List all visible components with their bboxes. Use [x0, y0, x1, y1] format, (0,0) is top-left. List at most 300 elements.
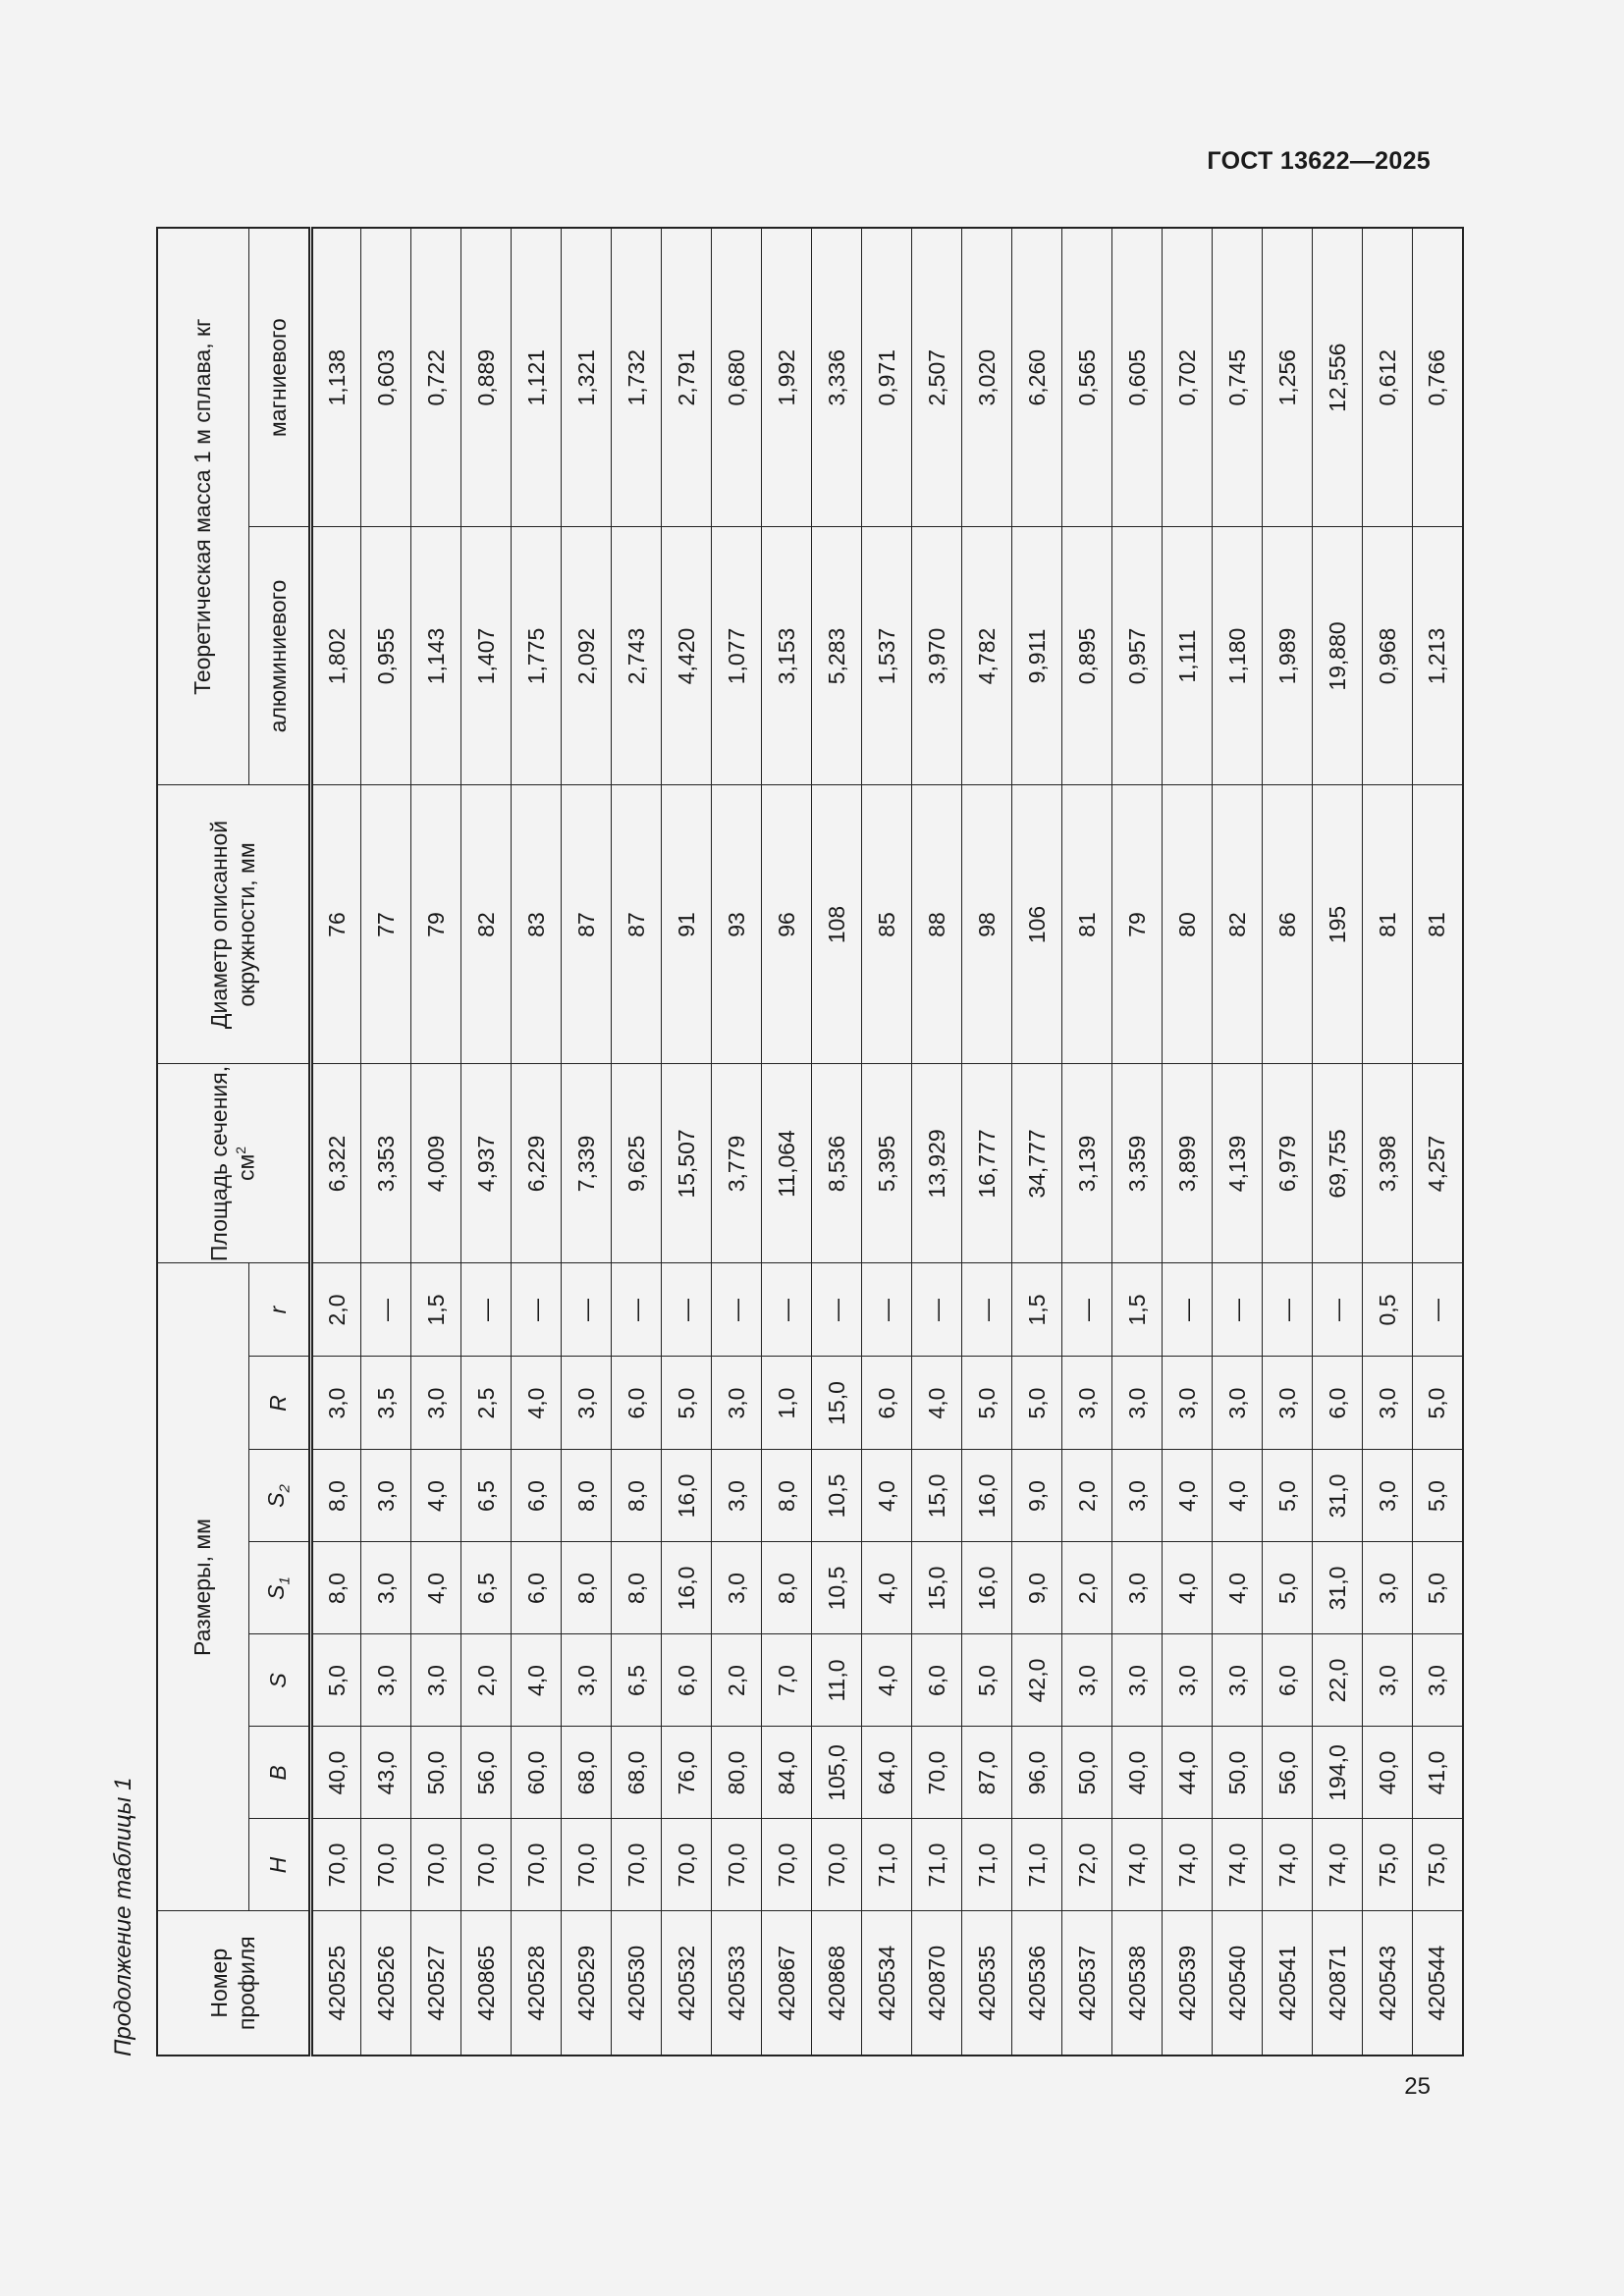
cell-profile-number: 420526 — [361, 1911, 411, 2056]
cell-diameter: 76 — [311, 785, 361, 1064]
cell-dim-s: 3,0 — [1112, 1634, 1163, 1727]
cell-mass-aluminium: 4,782 — [962, 527, 1012, 785]
cell-dim-s1: 8,0 — [762, 1542, 812, 1634]
cell-dim-big-r: 5,0 — [1012, 1357, 1062, 1450]
cell-diameter: 195 — [1313, 785, 1363, 1064]
cell-dim-big-r: 4,0 — [512, 1357, 562, 1450]
cell-dim-s1: 6,0 — [512, 1542, 562, 1634]
cell-mass-magnesium: 0,722 — [411, 228, 461, 527]
cell-area: 6,229 — [512, 1064, 562, 1263]
cell-dim-h: 75,0 — [1363, 1819, 1413, 1911]
cell-dim-h: 70,0 — [562, 1819, 612, 1911]
cell-dim-small-r: — — [662, 1263, 712, 1357]
cell-dim-s2: 31,0 — [1313, 1450, 1363, 1542]
header-dim-s2-letter: S — [263, 1492, 290, 1508]
header-dim-small-r: r — [249, 1263, 311, 1357]
header-area-sup: 2 — [233, 1146, 249, 1154]
cell-area: 4,009 — [411, 1064, 461, 1263]
table-row — [762, 228, 812, 2056]
cell-mass-aluminium: 19,880 — [1313, 527, 1363, 785]
document-code: ГОСТ 13622—2025 — [1207, 147, 1431, 175]
cell-diameter: 96 — [762, 785, 812, 1064]
cell-dim-small-r: — — [562, 1263, 612, 1357]
cell-dim-big-r: 3,0 — [311, 1357, 361, 1450]
cell-mass-magnesium: 1,992 — [762, 228, 812, 527]
cell-dim-s1: 6,5 — [461, 1542, 512, 1634]
cell-mass-aluminium: 0,957 — [1112, 527, 1163, 785]
table-row — [862, 228, 912, 2056]
cell-mass-aluminium: 2,743 — [612, 527, 662, 785]
cell-profile-number: 420530 — [612, 1911, 662, 2056]
cell-dim-s2: 4,0 — [1213, 1450, 1263, 1542]
cell-profile-number: 420865 — [461, 1911, 512, 2056]
header-dimensions: Размеры, мм — [157, 1263, 249, 1911]
cell-dim-b: 80,0 — [712, 1727, 762, 1819]
header-dim-s2-sub: 2 — [276, 1484, 294, 1493]
cell-dim-s: 6,0 — [912, 1634, 962, 1727]
cell-diameter: 81 — [1062, 785, 1112, 1064]
cell-dim-s: 42,0 — [1012, 1634, 1062, 1727]
cell-dim-big-r: 3,0 — [712, 1357, 762, 1450]
cell-diameter: 83 — [512, 785, 562, 1064]
table-row — [1313, 228, 1363, 2056]
cell-dim-big-r: 6,0 — [612, 1357, 662, 1450]
cell-dim-s: 6,0 — [1263, 1634, 1313, 1727]
cell-dim-b: 40,0 — [311, 1727, 361, 1819]
cell-mass-magnesium: 6,260 — [1012, 228, 1062, 527]
cell-dim-s: 3,0 — [1213, 1634, 1263, 1727]
cell-dim-b: 40,0 — [1363, 1727, 1413, 1819]
header-mass: Теоретическая масса 1 м сплава, кг — [157, 228, 249, 785]
cell-dim-s: 4,0 — [862, 1634, 912, 1727]
cell-dim-s: 3,0 — [562, 1634, 612, 1727]
cell-area: 69,755 — [1313, 1064, 1363, 1263]
cell-mass-magnesium: 0,612 — [1363, 228, 1413, 527]
cell-dim-h: 74,0 — [1213, 1819, 1263, 1911]
cell-dim-small-r: 1,5 — [1012, 1263, 1062, 1357]
cell-mass-magnesium: 1,138 — [311, 228, 361, 527]
cell-dim-s: 3,0 — [1163, 1634, 1213, 1727]
cell-dim-big-r: 3,5 — [361, 1357, 411, 1450]
table-row — [912, 228, 962, 2056]
cell-dim-b: 105,0 — [812, 1727, 862, 1819]
cell-area: 7,339 — [562, 1064, 612, 1263]
cell-dim-s2: 16,0 — [662, 1450, 712, 1542]
cell-profile-number: 420540 — [1213, 1911, 1263, 2056]
cell-diameter: 108 — [812, 785, 862, 1064]
cell-dim-small-r: — — [1263, 1263, 1313, 1357]
cell-mass-magnesium: 0,605 — [1112, 228, 1163, 527]
cell-area: 5,395 — [862, 1064, 912, 1263]
cell-area: 3,398 — [1363, 1064, 1413, 1263]
cell-dim-s2: 5,0 — [1413, 1450, 1463, 1542]
cell-area: 11,064 — [762, 1064, 812, 1263]
cell-area: 4,937 — [461, 1064, 512, 1263]
cell-dim-h: 70,0 — [512, 1819, 562, 1911]
cell-dim-h: 74,0 — [1263, 1819, 1313, 1911]
cell-dim-s2: 3,0 — [361, 1450, 411, 1542]
cell-profile-number: 420537 — [1062, 1911, 1112, 2056]
cell-dim-h: 71,0 — [1012, 1819, 1062, 1911]
cell-dim-s1: 5,0 — [1263, 1542, 1313, 1634]
cell-mass-magnesium: 3,020 — [962, 228, 1012, 527]
table-row — [1062, 228, 1112, 2056]
cell-dim-big-r: 1,0 — [762, 1357, 812, 1450]
cell-dim-b: 70,0 — [912, 1727, 962, 1819]
cell-dim-small-r: — — [1313, 1263, 1363, 1357]
cell-mass-aluminium: 3,153 — [762, 527, 812, 785]
cell-dim-small-r: — — [812, 1263, 862, 1357]
cell-diameter: 91 — [662, 785, 712, 1064]
cell-dim-big-r: 3,0 — [1363, 1357, 1413, 1450]
table-row — [311, 228, 361, 2056]
cell-mass-magnesium: 2,507 — [912, 228, 962, 527]
cell-dim-s1: 3,0 — [1363, 1542, 1413, 1634]
cell-mass-magnesium: 0,971 — [862, 228, 912, 527]
cell-dim-s2: 15,0 — [912, 1450, 962, 1542]
cell-profile-number: 420870 — [912, 1911, 962, 2056]
cell-dim-h: 71,0 — [912, 1819, 962, 1911]
cell-area: 16,777 — [962, 1064, 1012, 1263]
cell-mass-aluminium: 5,283 — [812, 527, 862, 785]
cell-dim-b: 44,0 — [1163, 1727, 1213, 1819]
cell-dim-b: 60,0 — [512, 1727, 562, 1819]
table-body — [311, 228, 1463, 2056]
cell-diameter: 80 — [1163, 785, 1213, 1064]
cell-dim-small-r: — — [912, 1263, 962, 1357]
cell-diameter: 87 — [562, 785, 612, 1064]
cell-diameter: 81 — [1363, 785, 1413, 1064]
cell-dim-big-r: 6,0 — [862, 1357, 912, 1450]
cell-dim-small-r: — — [762, 1263, 812, 1357]
cell-dim-h: 71,0 — [962, 1819, 1012, 1911]
cell-dim-small-r: — — [461, 1263, 512, 1357]
cell-mass-magnesium: 0,766 — [1413, 228, 1463, 527]
cell-diameter: 85 — [862, 785, 912, 1064]
cell-area: 13,929 — [912, 1064, 962, 1263]
header-dim-s2 — [249, 1450, 311, 1542]
cell-dim-s1: 5,0 — [1413, 1542, 1463, 1634]
cell-dim-b: 68,0 — [562, 1727, 612, 1819]
header-dim-s: S — [249, 1634, 311, 1727]
cell-dim-big-r: 4,0 — [912, 1357, 962, 1450]
cell-dim-s2: 8,0 — [311, 1450, 361, 1542]
cell-mass-aluminium: 0,955 — [361, 527, 411, 785]
cell-dim-s1: 31,0 — [1313, 1542, 1363, 1634]
cell-dim-s: 2,0 — [461, 1634, 512, 1727]
cell-diameter: 98 — [962, 785, 1012, 1064]
cell-profile-number: 420527 — [411, 1911, 461, 2056]
table-row — [1163, 228, 1213, 2056]
cell-area: 3,359 — [1112, 1064, 1163, 1263]
cell-dim-h: 75,0 — [1413, 1819, 1463, 1911]
cell-mass-magnesium: 0,565 — [1062, 228, 1112, 527]
cell-mass-aluminium: 2,092 — [562, 527, 612, 785]
cell-dim-h: 70,0 — [762, 1819, 812, 1911]
cell-dim-big-r: 2,5 — [461, 1357, 512, 1450]
cell-dim-h: 70,0 — [712, 1819, 762, 1911]
cell-area: 3,779 — [712, 1064, 762, 1263]
table-row — [512, 228, 562, 2056]
cell-dim-s1: 4,0 — [1163, 1542, 1213, 1634]
cell-mass-aluminium: 1,077 — [712, 527, 762, 785]
cell-area: 4,257 — [1413, 1064, 1463, 1263]
cell-dim-s: 3,0 — [1413, 1634, 1463, 1727]
cell-mass-aluminium: 1,407 — [461, 527, 512, 785]
cell-mass-magnesium: 0,603 — [361, 228, 411, 527]
cell-dim-big-r: 5,0 — [662, 1357, 712, 1450]
cell-area: 6,322 — [311, 1064, 361, 1263]
cell-dim-h: 70,0 — [812, 1819, 862, 1911]
cell-area: 9,625 — [612, 1064, 662, 1263]
header-diameter: Диаметр описанной окружности, мм — [157, 785, 311, 1064]
cell-mass-magnesium: 0,702 — [1163, 228, 1213, 527]
profile-table — [156, 227, 1464, 2056]
cell-dim-s2: 4,0 — [411, 1450, 461, 1542]
table-row — [1363, 228, 1413, 2056]
cell-mass-aluminium: 4,420 — [662, 527, 712, 785]
cell-diameter: 93 — [712, 785, 762, 1064]
cell-mass-magnesium: 1,321 — [562, 228, 612, 527]
cell-mass-magnesium: 1,256 — [1263, 228, 1313, 527]
cell-profile-number: 420541 — [1263, 1911, 1313, 2056]
cell-mass-aluminium: 1,989 — [1263, 527, 1313, 785]
cell-dim-b: 96,0 — [1012, 1727, 1062, 1819]
cell-dim-h: 71,0 — [862, 1819, 912, 1911]
cell-dim-s: 11,0 — [812, 1634, 862, 1727]
cell-profile-number: 420538 — [1112, 1911, 1163, 2056]
cell-area: 3,353 — [361, 1064, 411, 1263]
cell-profile-number: 420868 — [812, 1911, 862, 2056]
cell-dim-s1: 4,0 — [862, 1542, 912, 1634]
cell-mass-magnesium: 0,680 — [712, 228, 762, 527]
cell-dim-big-r: 3,0 — [1263, 1357, 1313, 1450]
cell-dim-s: 3,0 — [361, 1634, 411, 1727]
cell-dim-s: 6,5 — [612, 1634, 662, 1727]
cell-dim-s2: 4,0 — [862, 1450, 912, 1542]
cell-dim-b: 43,0 — [361, 1727, 411, 1819]
header-dim-s1-letter: S — [263, 1584, 290, 1600]
cell-dim-small-r: 1,5 — [411, 1263, 461, 1357]
cell-dim-h: 74,0 — [1112, 1819, 1163, 1911]
cell-dim-s: 3,0 — [1062, 1634, 1112, 1727]
cell-dim-b: 56,0 — [461, 1727, 512, 1819]
cell-dim-small-r: — — [1062, 1263, 1112, 1357]
cell-dim-small-r: — — [862, 1263, 912, 1357]
cell-dim-s1: 4,0 — [1213, 1542, 1263, 1634]
cell-mass-magnesium: 3,336 — [812, 228, 862, 527]
table-row — [712, 228, 762, 2056]
cell-dim-h: 74,0 — [1313, 1819, 1363, 1911]
header-dim-b: B — [249, 1727, 311, 1819]
cell-dim-s1: 16,0 — [962, 1542, 1012, 1634]
cell-dim-big-r: 3,0 — [1213, 1357, 1263, 1450]
cell-dim-b: 40,0 — [1112, 1727, 1163, 1819]
cell-dim-b: 64,0 — [862, 1727, 912, 1819]
cell-diameter: 88 — [912, 785, 962, 1064]
table-row — [962, 228, 1012, 2056]
cell-area: 15,507 — [662, 1064, 712, 1263]
cell-dim-s1: 15,0 — [912, 1542, 962, 1634]
cell-dim-small-r: — — [1213, 1263, 1263, 1357]
cell-dim-s1: 9,0 — [1012, 1542, 1062, 1634]
table-row — [612, 228, 662, 2056]
header-dim-s1 — [249, 1542, 311, 1634]
cell-mass-aluminium: 1,537 — [862, 527, 912, 785]
cell-dim-h: 70,0 — [411, 1819, 461, 1911]
cell-dim-h: 70,0 — [662, 1819, 712, 1911]
cell-dim-b: 56,0 — [1263, 1727, 1313, 1819]
cell-profile-number: 420528 — [512, 1911, 562, 2056]
cell-profile-number: 420532 — [662, 1911, 712, 2056]
cell-dim-small-r: — — [512, 1263, 562, 1357]
cell-profile-number: 420534 — [862, 1911, 912, 2056]
cell-dim-s1: 10,5 — [812, 1542, 862, 1634]
cell-mass-aluminium: 1,802 — [311, 527, 361, 785]
table-caption: Продолжение таблицы 1 — [110, 1777, 136, 2056]
cell-dim-b: 50,0 — [411, 1727, 461, 1819]
cell-profile-number: 420536 — [1012, 1911, 1062, 2056]
cell-dim-s: 22,0 — [1313, 1634, 1363, 1727]
cell-area: 8,536 — [812, 1064, 862, 1263]
cell-dim-s: 5,0 — [962, 1634, 1012, 1727]
cell-dim-s1: 3,0 — [712, 1542, 762, 1634]
cell-dim-b: 87,0 — [962, 1727, 1012, 1819]
header-dim-s1-sub: 1 — [276, 1576, 294, 1585]
cell-dim-s1: 4,0 — [411, 1542, 461, 1634]
cell-mass-aluminium: 1,775 — [512, 527, 562, 785]
cell-dim-small-r: — — [612, 1263, 662, 1357]
cell-diameter: 82 — [461, 785, 512, 1064]
cell-dim-s2: 2,0 — [1062, 1450, 1112, 1542]
cell-dim-s: 4,0 — [512, 1634, 562, 1727]
cell-profile-number: 420539 — [1163, 1911, 1213, 2056]
cell-dim-h: 70,0 — [361, 1819, 411, 1911]
cell-diameter: 77 — [361, 785, 411, 1064]
page-number: 25 — [1404, 2073, 1431, 2100]
cell-mass-aluminium: 1,143 — [411, 527, 461, 785]
cell-dim-s2: 3,0 — [1112, 1450, 1163, 1542]
cell-profile-number: 420533 — [712, 1911, 762, 2056]
cell-profile-number: 420867 — [762, 1911, 812, 2056]
cell-dim-s1: 3,0 — [361, 1542, 411, 1634]
cell-diameter: 79 — [411, 785, 461, 1064]
cell-area: 34,777 — [1012, 1064, 1062, 1263]
cell-dim-s2: 10,5 — [812, 1450, 862, 1542]
cell-profile-number: 420543 — [1363, 1911, 1413, 2056]
cell-dim-small-r: 0,5 — [1363, 1263, 1413, 1357]
table-row — [1213, 228, 1263, 2056]
table-row — [812, 228, 862, 2056]
table-row — [1263, 228, 1313, 2056]
cell-dim-s: 2,0 — [712, 1634, 762, 1727]
cell-dim-h: 74,0 — [1163, 1819, 1213, 1911]
cell-mass-aluminium: 1,180 — [1213, 527, 1263, 785]
cell-mass-magnesium: 1,121 — [512, 228, 562, 527]
cell-dim-b: 76,0 — [662, 1727, 712, 1819]
table-row — [361, 228, 411, 2056]
cell-mass-aluminium: 1,111 — [1163, 527, 1213, 785]
table-header — [157, 228, 311, 2056]
cell-dim-b: 84,0 — [762, 1727, 812, 1819]
cell-dim-s: 3,0 — [1363, 1634, 1413, 1727]
cell-dim-small-r: — — [1413, 1263, 1463, 1357]
cell-dim-h: 70,0 — [311, 1819, 361, 1911]
cell-profile-number: 420525 — [311, 1911, 361, 2056]
cell-dim-s: 3,0 — [411, 1634, 461, 1727]
cell-dim-b: 50,0 — [1213, 1727, 1263, 1819]
cell-diameter: 106 — [1012, 785, 1062, 1064]
header-profile-number: Номер профиля — [157, 1911, 311, 2056]
cell-dim-small-r: — — [361, 1263, 411, 1357]
cell-dim-s: 6,0 — [662, 1634, 712, 1727]
header-mass-aluminium: алюминиевого — [249, 527, 311, 785]
header-area-text: Площадь сечения, см — [205, 1065, 259, 1262]
cell-area: 3,899 — [1163, 1064, 1213, 1263]
cell-dim-b: 50,0 — [1062, 1727, 1112, 1819]
cell-diameter: 82 — [1213, 785, 1263, 1064]
cell-dim-h: 70,0 — [612, 1819, 662, 1911]
cell-dim-big-r: 15,0 — [812, 1357, 862, 1450]
cell-dim-s2: 6,0 — [512, 1450, 562, 1542]
table-row — [1012, 228, 1062, 2056]
cell-profile-number: 420871 — [1313, 1911, 1363, 2056]
cell-dim-s: 7,0 — [762, 1634, 812, 1727]
cell-area: 3,139 — [1062, 1064, 1112, 1263]
cell-dim-s1: 3,0 — [1112, 1542, 1163, 1634]
cell-profile-number: 420529 — [562, 1911, 612, 2056]
cell-dim-small-r: — — [712, 1263, 762, 1357]
cell-dim-s2: 8,0 — [762, 1450, 812, 1542]
cell-dim-s1: 16,0 — [662, 1542, 712, 1634]
table-row — [1112, 228, 1163, 2056]
cell-dim-s2: 3,0 — [1363, 1450, 1413, 1542]
cell-diameter: 79 — [1112, 785, 1163, 1064]
cell-profile-number: 420544 — [1413, 1911, 1463, 2056]
cell-mass-magnesium: 0,889 — [461, 228, 512, 527]
cell-dim-big-r: 3,0 — [1062, 1357, 1112, 1450]
cell-dim-h: 72,0 — [1062, 1819, 1112, 1911]
header-dim-h: H — [249, 1819, 311, 1911]
cell-mass-magnesium: 1,732 — [612, 228, 662, 527]
header-area — [157, 1064, 311, 1263]
cell-dim-small-r: 2,0 — [311, 1263, 361, 1357]
cell-mass-aluminium: 0,968 — [1363, 527, 1413, 785]
cell-dim-small-r: — — [1163, 1263, 1213, 1357]
cell-area: 6,979 — [1263, 1064, 1313, 1263]
cell-dim-s1: 8,0 — [612, 1542, 662, 1634]
cell-dim-b: 194,0 — [1313, 1727, 1363, 1819]
cell-dim-s2: 4,0 — [1163, 1450, 1213, 1542]
cell-dim-big-r: 3,0 — [562, 1357, 612, 1450]
table-row — [662, 228, 712, 2056]
cell-dim-s2: 16,0 — [962, 1450, 1012, 1542]
cell-mass-magnesium: 12,556 — [1313, 228, 1363, 527]
cell-dim-big-r: 5,0 — [962, 1357, 1012, 1450]
cell-dim-s2: 3,0 — [712, 1450, 762, 1542]
cell-dim-s1: 8,0 — [311, 1542, 361, 1634]
cell-dim-big-r: 3,0 — [411, 1357, 461, 1450]
cell-dim-small-r: — — [962, 1263, 1012, 1357]
table-row — [461, 228, 512, 2056]
rotated-table-frame — [110, 0, 1450, 2056]
cell-diameter: 86 — [1263, 785, 1313, 1064]
cell-dim-small-r: 1,5 — [1112, 1263, 1163, 1357]
cell-dim-s2: 9,0 — [1012, 1450, 1062, 1542]
cell-mass-magnesium: 0,745 — [1213, 228, 1263, 527]
table-row — [562, 228, 612, 2056]
cell-dim-s: 5,0 — [311, 1634, 361, 1727]
